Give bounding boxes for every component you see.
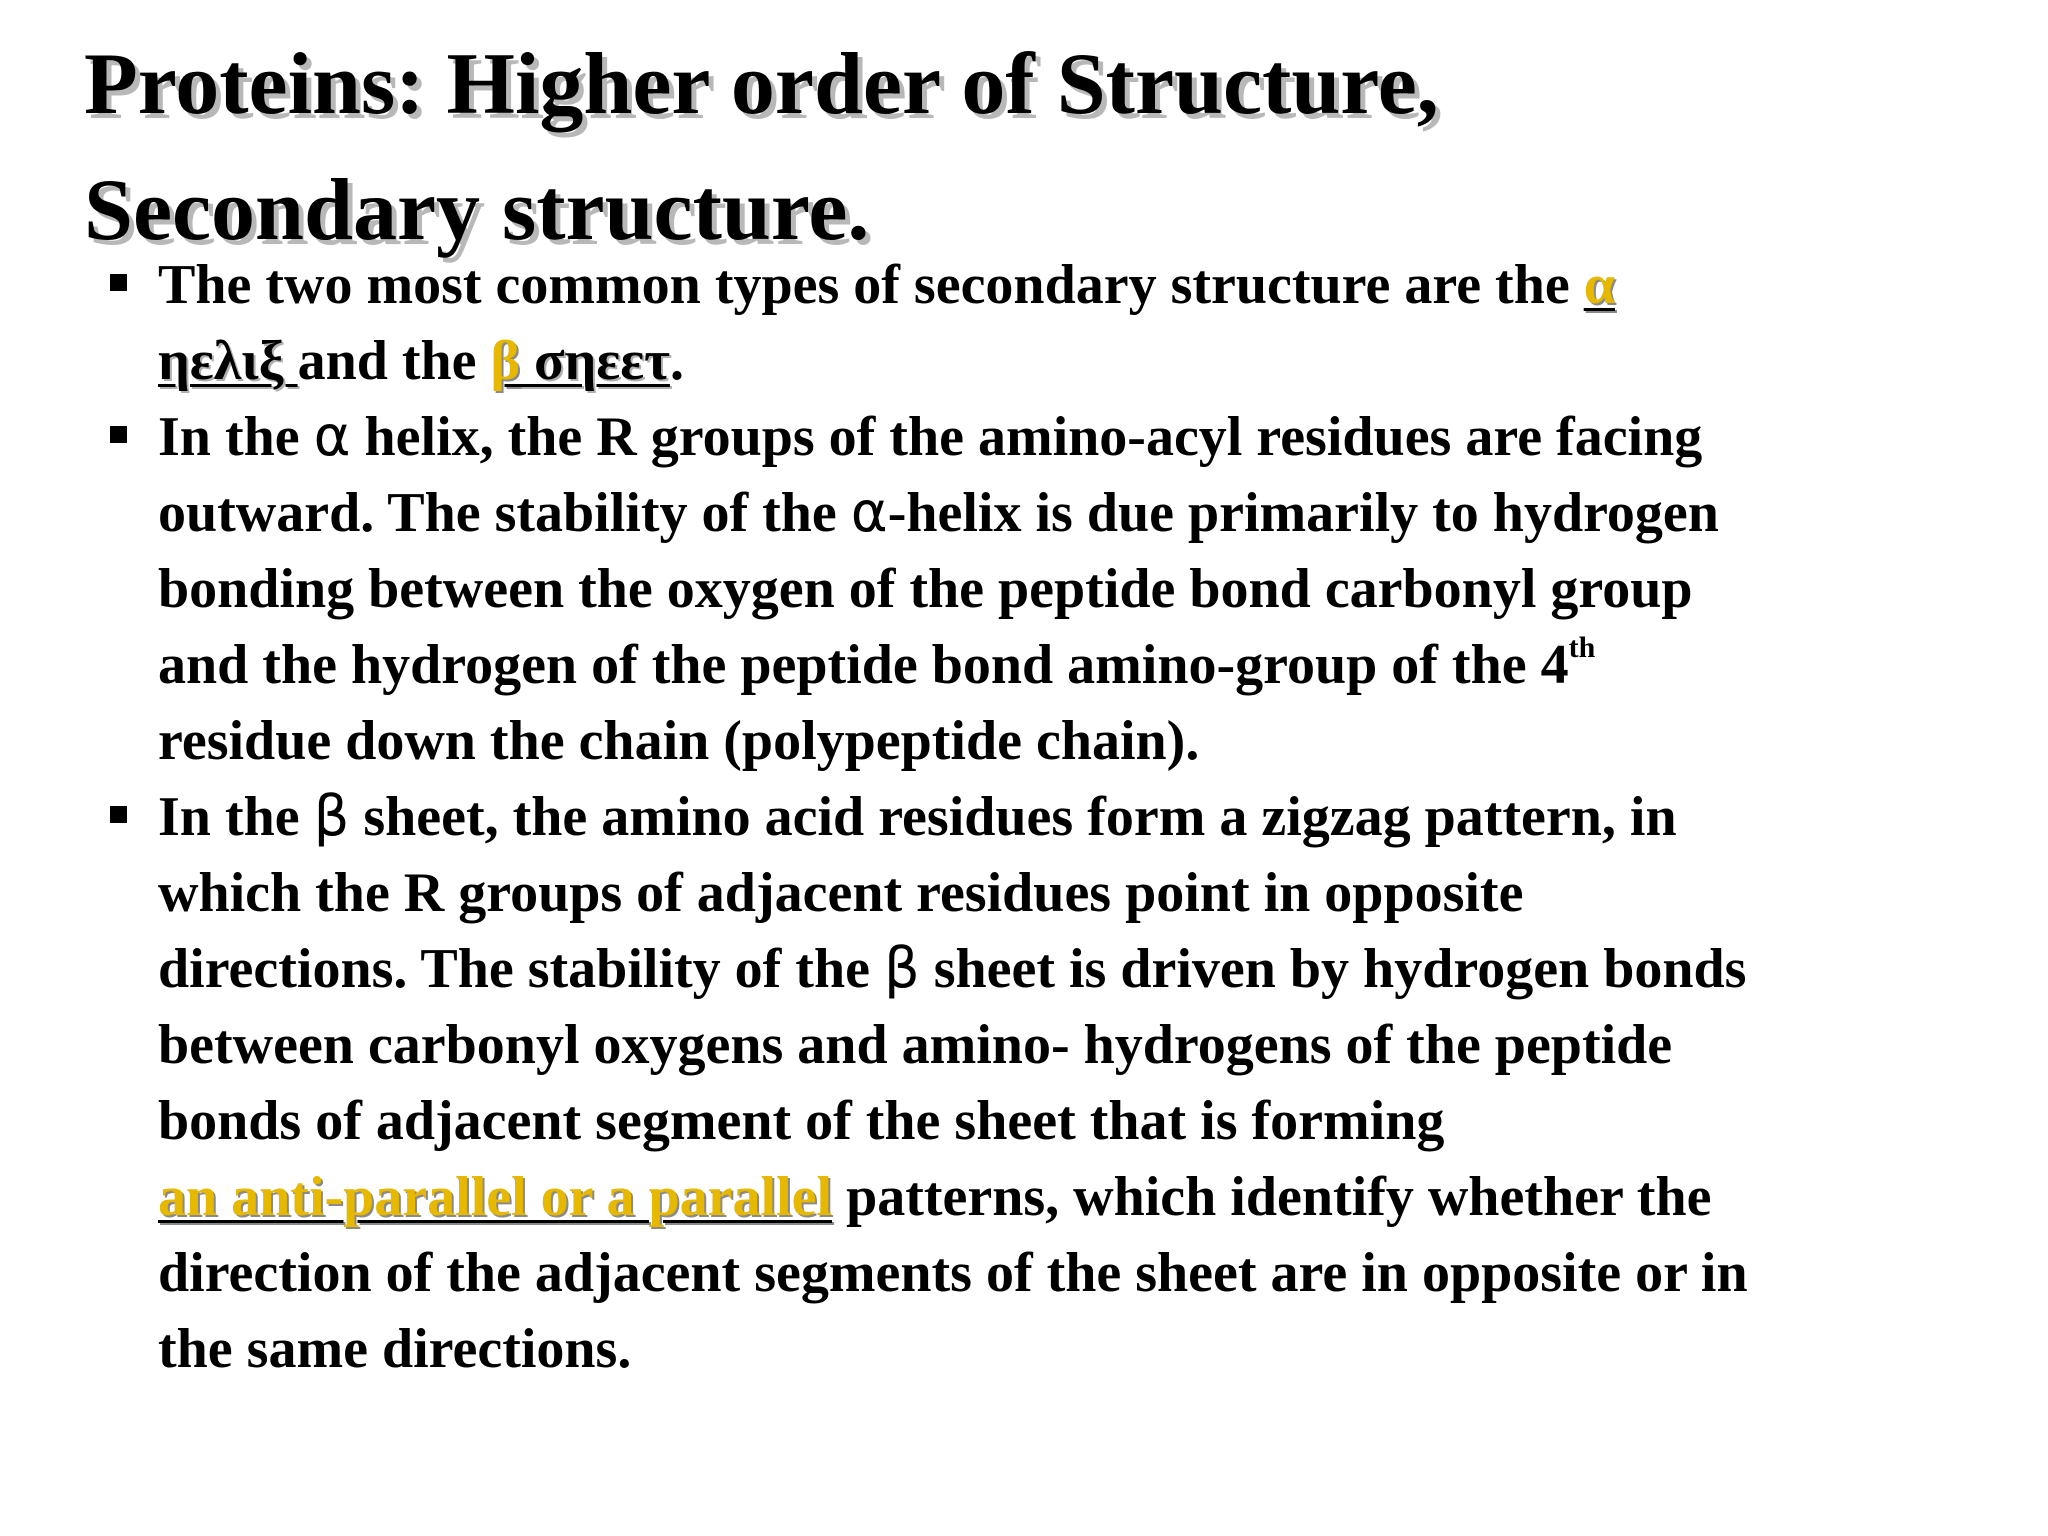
antiparallel-parallel-link[interactable]: an anti-parallel or a parallel xyxy=(158,1166,833,1228)
bullet-beta-sheet xyxy=(0,779,2048,1387)
square-bullet-icon xyxy=(110,274,127,291)
sheet-link[interactable]: σηεετ xyxy=(520,330,670,392)
bullet3-line-7: direction of the adjacent segments of the sheet are in opposite or in xyxy=(158,1242,1748,1304)
bullet2-line-4: and the hydrogen of the peptide bond amino-group of the 4th xyxy=(158,631,1596,696)
square-bullet-icon xyxy=(110,806,127,823)
alpha-link[interactable]: α xyxy=(1583,254,1615,316)
slide-title xyxy=(84,22,1984,274)
bullet1-line-2: ηελιξ and the β σηεετ. xyxy=(158,330,684,392)
bullet-secondary-types xyxy=(0,247,2048,399)
bullet1-line-1: The two most common types of secondary structure are the α xyxy=(158,254,1615,316)
bullet3-line-1: In the β sheet, the amino acid residues form a zigzag pattern, in xyxy=(158,784,1677,849)
bullet2-line-3: bonding between the oxygen of the peptide bond carbonyl group xyxy=(158,558,1693,620)
title-line-2: Secondary structure. xyxy=(84,162,870,259)
bullet3-line-6: an anti-parallel or a parallel patterns, which identify whether the xyxy=(158,1166,1712,1228)
bullet3-line-4: between carbonyl oxygens and amino- hydrogens of the peptide xyxy=(158,1014,1673,1076)
bullet3-line-5: bonds of adjacent segment of the sheet that is forming xyxy=(158,1090,1445,1152)
bullet3-line-3: directions. The stability of the β sheet is driven by hydrogen bonds xyxy=(158,936,1747,1001)
helix-link[interactable]: ηελιξ xyxy=(158,330,298,392)
bullet2-line-1: In the α helix, the R groups of the amino-acyl residues are facing xyxy=(158,404,1703,469)
beta-symbol: β xyxy=(313,784,350,849)
bullet2-line-5: residue down the chain (polypeptide chain). xyxy=(158,710,1200,772)
bullet3-line-2: which the R groups of adjacent residues point in opposite xyxy=(158,862,1524,924)
ordinal-superscript: th xyxy=(1568,631,1596,664)
title-line-1: Proteins: Higher order of Structure, xyxy=(84,36,1439,133)
bullet-list xyxy=(0,247,2048,1387)
beta-symbol: β xyxy=(883,936,920,1001)
alpha-symbol: α xyxy=(850,480,888,545)
bullet-alpha-helix xyxy=(0,399,2048,779)
alpha-symbol: α xyxy=(313,404,351,469)
square-bullet-icon xyxy=(110,426,127,443)
bullet3-line-8: the same directions. xyxy=(158,1318,632,1380)
bullet2-line-2: outward. The stability of the α-helix is due primarily to hydrogen xyxy=(158,480,1719,545)
beta-link[interactable]: β xyxy=(490,330,521,392)
